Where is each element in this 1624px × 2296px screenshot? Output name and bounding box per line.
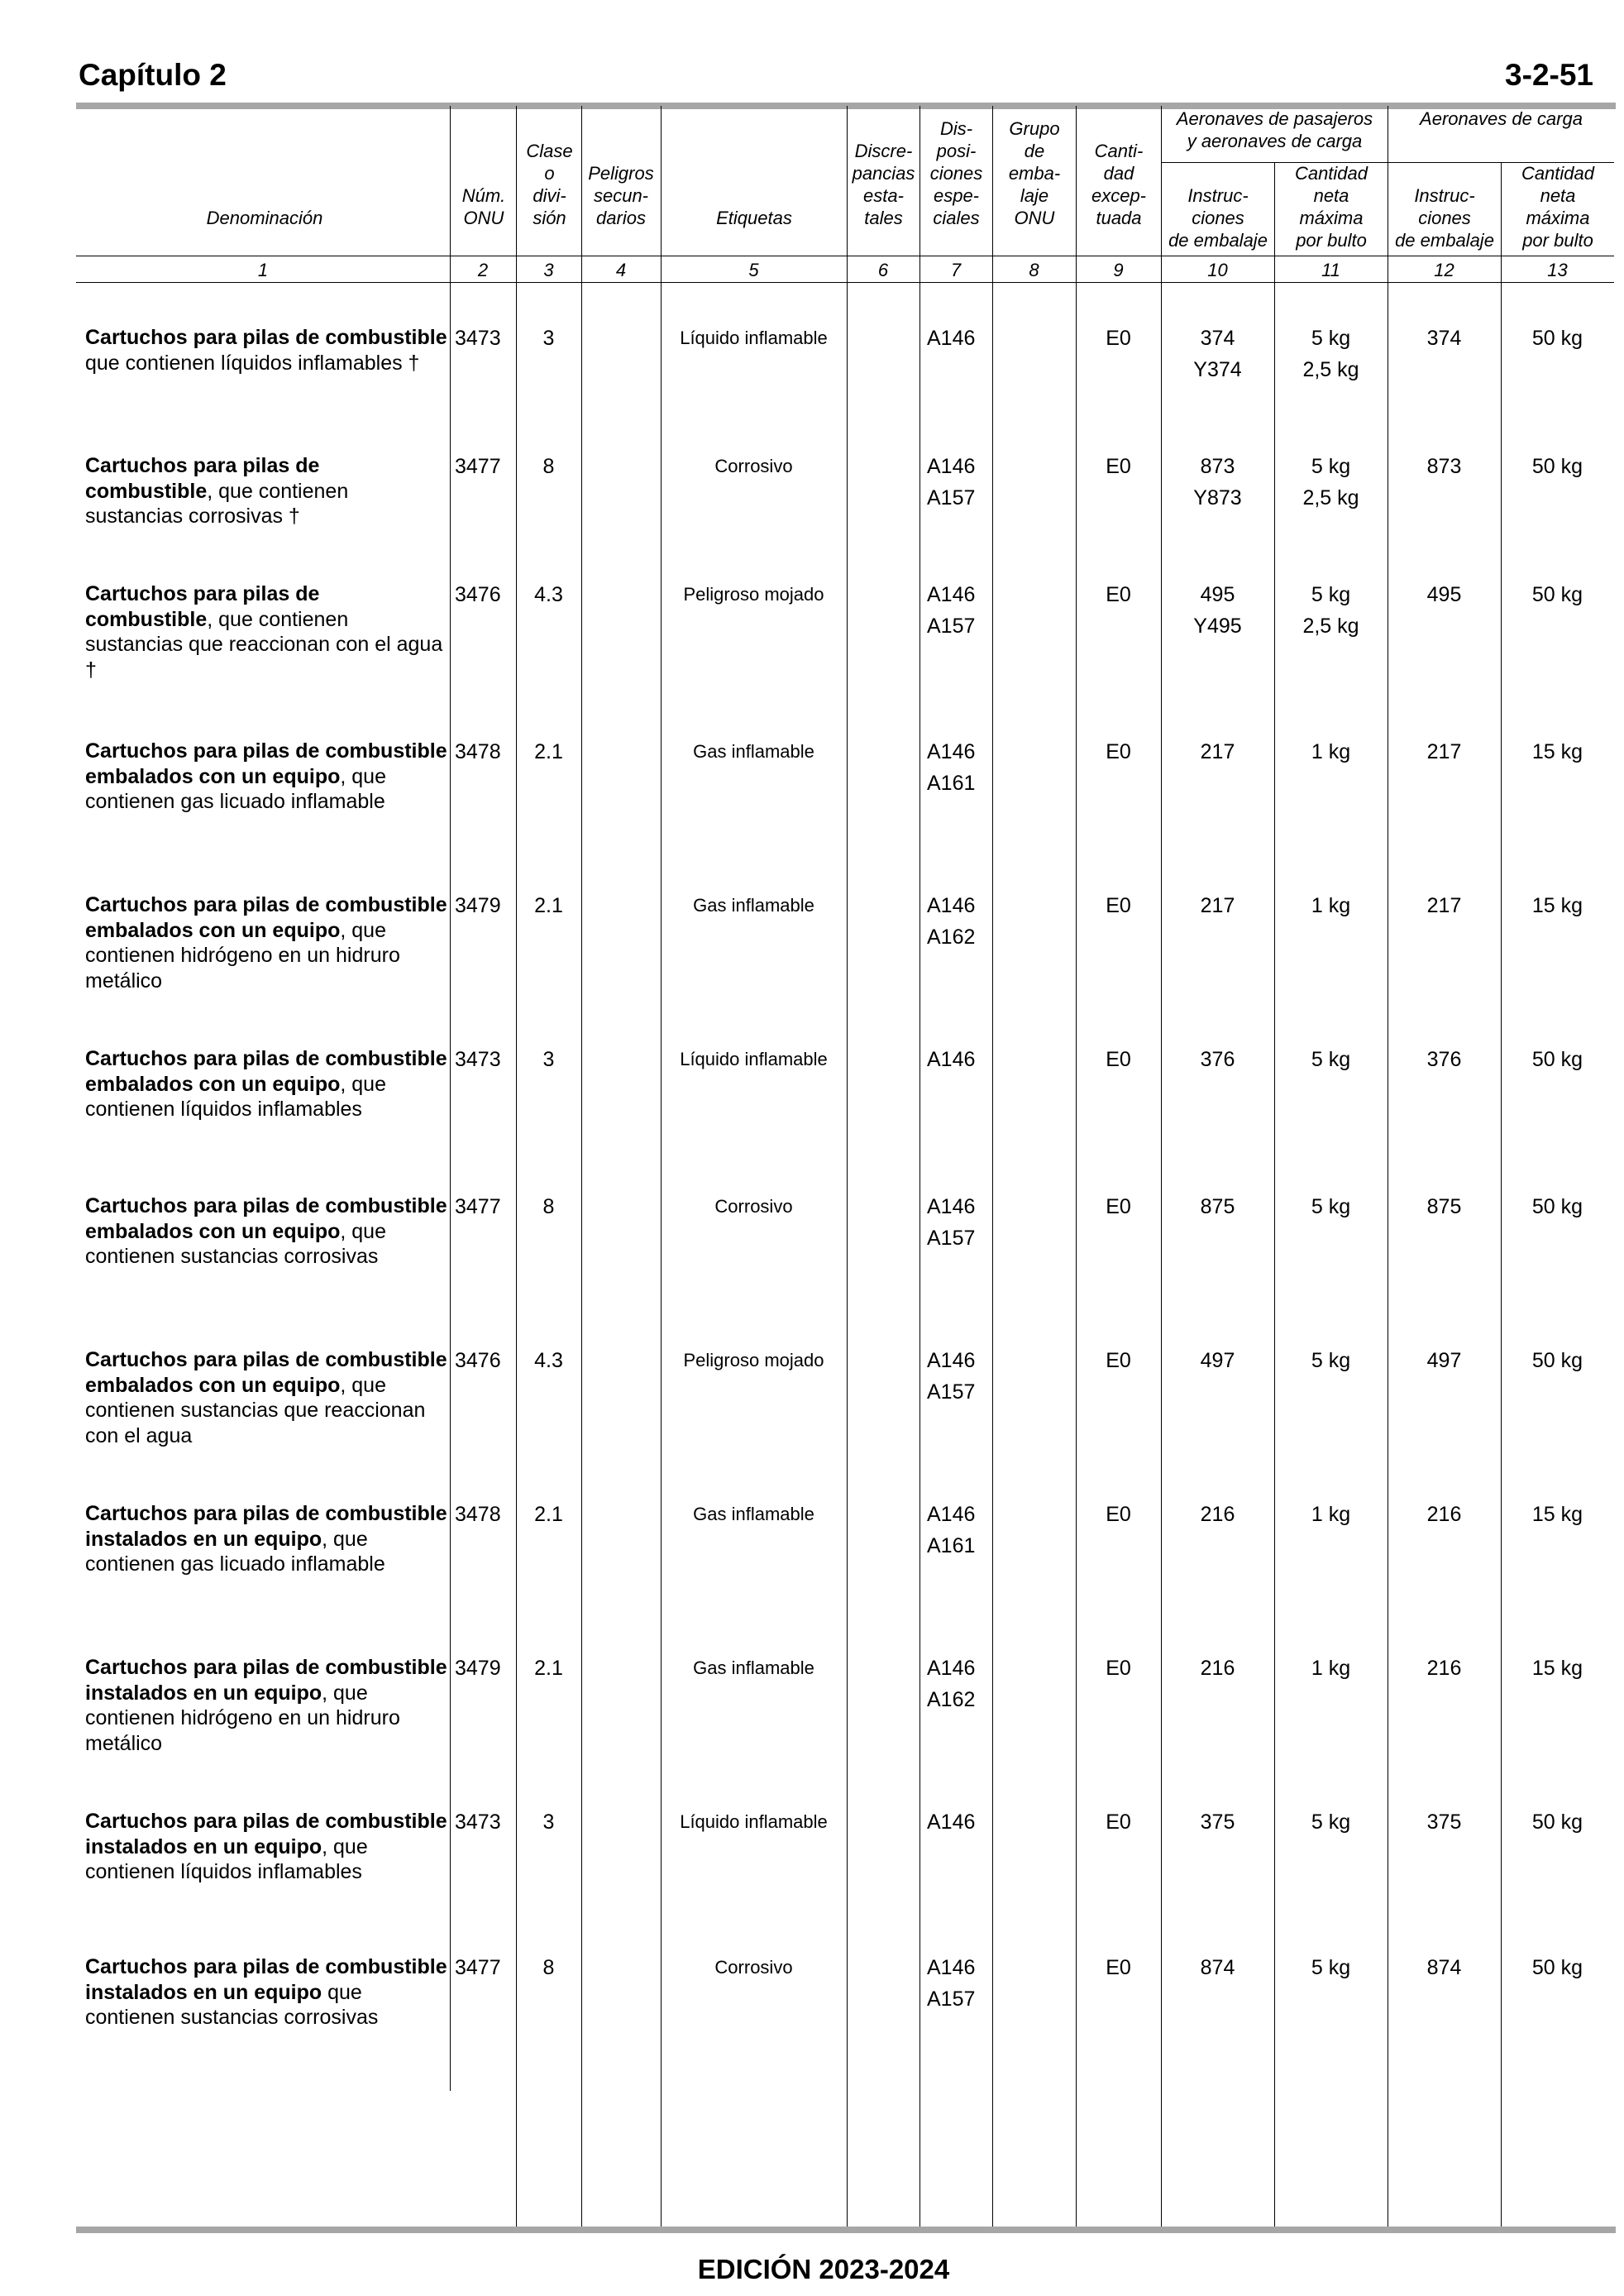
entry-name <box>85 1347 449 1448</box>
col-divider <box>1076 106 1077 2227</box>
class-division: 3 <box>542 1048 555 1071</box>
entry-name-bold: Cartuchos para pilas de combustible <box>85 582 320 631</box>
max-quantity-pax: 5 kg <box>1311 583 1351 606</box>
packing-instruction-cargo: 874 <box>1426 1956 1462 1979</box>
excepted-quantity: E0 <box>1106 583 1131 606</box>
edition-footer: EDICIÓN 2023-2024 <box>697 2254 950 2284</box>
entry-name <box>85 1954 449 2031</box>
un-number: 3479 <box>455 1657 501 1680</box>
class-division: 2.1 <box>534 740 563 763</box>
packing-instruction-pax: 495 <box>1200 583 1235 606</box>
special-provision: A146 <box>927 1503 976 1526</box>
col-divider <box>919 106 920 2227</box>
entry-name-bold: Cartuchos para pilas de combustible embalados con un equipo <box>85 893 447 942</box>
special-provision: A146 <box>927 1349 976 1372</box>
packing-instruction-pax: 376 <box>1200 1048 1235 1071</box>
label-name: Corrosivo <box>714 1196 793 1217</box>
special-provision: A146 <box>927 583 976 606</box>
special-provision: A146 <box>927 1657 976 1680</box>
packing-instruction-pax: 875 <box>1200 1195 1235 1218</box>
special-provision: A157 <box>927 1227 976 1250</box>
class-division: 2.1 <box>534 1503 563 1526</box>
special-provision: A162 <box>927 1688 976 1711</box>
header-instrucciones-cargo: Instruc- ciones de embalaje <box>1395 185 1494 251</box>
special-provision: A161 <box>927 1534 976 1557</box>
column-number: 13 <box>1547 260 1568 280</box>
label-name: Líquido inflamable <box>680 1811 828 1832</box>
packing-instruction-pax: Y495 <box>1193 615 1242 638</box>
label-name: Gas inflamable <box>693 1504 814 1524</box>
max-quantity-pax: 2,5 kg <box>1302 615 1359 638</box>
entry-name-rest: , que contienen hidrógeno en un hidruro metálico <box>85 1681 400 1755</box>
header-disposiciones: Dis- posi- ciones espe- ciales <box>929 118 983 228</box>
header-num-onu: Núm. ONU <box>461 185 506 228</box>
packing-instruction-pax: Y374 <box>1193 358 1242 381</box>
max-quantity-cargo: 15 kg <box>1531 1503 1583 1526</box>
un-number: 3477 <box>455 455 501 478</box>
class-division: 3 <box>542 327 555 350</box>
special-provision: A157 <box>927 1987 976 2011</box>
entry-name-rest: , que contienen líquidos inflamables <box>85 1834 368 1883</box>
packing-instruction-cargo: 374 <box>1426 327 1462 350</box>
un-number: 3473 <box>455 1048 501 1071</box>
column-number: 8 <box>1029 260 1039 280</box>
special-provision: A146 <box>927 327 976 350</box>
packing-instruction-cargo: 497 <box>1426 1349 1462 1372</box>
class-division: 3 <box>542 1810 555 1834</box>
packing-instruction-pax: 217 <box>1200 740 1235 763</box>
packing-instruction-pax: 873 <box>1200 455 1235 478</box>
entry-name-bold: Cartuchos para pilas de combustible embalados con un equipo <box>85 739 447 788</box>
max-quantity-pax: 1 kg <box>1311 894 1351 917</box>
column-number: 6 <box>877 260 889 280</box>
special-provision: A146 <box>927 894 976 917</box>
excepted-quantity: E0 <box>1106 1349 1131 1372</box>
un-number: 3477 <box>455 1956 501 1979</box>
entry-name-rest: , que contienen sustancias corrosivas † <box>85 479 349 528</box>
max-quantity-cargo: 50 kg <box>1531 1810 1583 1834</box>
entry-name-bold: Cartuchos para pilas de combustible instalados en un equipo <box>85 1955 447 2004</box>
header-etiquetas: Etiquetas <box>716 208 792 228</box>
column-number: 3 <box>543 260 554 280</box>
header-cantidad-cargo: Cantidad neta máxima por bulto <box>1521 163 1595 251</box>
entry-name-bold: Cartuchos para pilas de combustible embalados con un equipo <box>85 1194 447 1243</box>
entry-name-rest: , que contienen hidrógeno en un hidruro metálico <box>85 918 400 993</box>
special-provision: A146 <box>927 740 976 763</box>
header-denominacion: Denominación <box>206 208 323 228</box>
entry-name <box>85 1501 449 1577</box>
entry-name <box>85 453 449 529</box>
column-number: 4 <box>615 260 627 280</box>
col-divider <box>1161 106 1162 2227</box>
max-quantity-cargo: 50 kg <box>1531 1195 1583 1218</box>
max-quantity-pax: 1 kg <box>1311 1503 1351 1526</box>
entry-name-rest: , que contienen sustancias que reaccionan con el agua † <box>85 607 443 682</box>
entry-name-bold: Cartuchos para pilas de combustible <box>85 326 447 349</box>
header-group-pasajeros: Aeronaves de pasajeros y aeronaves de carga <box>1176 108 1373 151</box>
header-peligros: Peligros secun- darios <box>588 163 654 228</box>
column-number: 12 <box>1434 260 1454 280</box>
special-provision: A146 <box>927 1810 976 1834</box>
label-name: Gas inflamable <box>693 1657 814 1678</box>
excepted-quantity: E0 <box>1106 1657 1131 1680</box>
special-provision: A161 <box>927 772 976 795</box>
entry-name-bold: Cartuchos para pilas de combustible instalados en un equipo <box>85 1810 447 1858</box>
label-name: Gas inflamable <box>693 741 814 762</box>
entry-name <box>85 1193 449 1270</box>
entry-name <box>85 581 449 682</box>
column-number: 7 <box>950 260 962 280</box>
packing-instruction-pax: 874 <box>1200 1956 1235 1979</box>
excepted-quantity: E0 <box>1106 894 1131 917</box>
max-quantity-cargo: 50 kg <box>1531 583 1583 606</box>
page-number: 3-2-51 <box>1505 58 1593 92</box>
max-quantity-pax: 1 kg <box>1311 740 1351 763</box>
entry-name <box>85 1046 449 1122</box>
max-quantity-pax: 5 kg <box>1311 455 1351 478</box>
un-number: 3476 <box>455 583 501 606</box>
label-name: Peligroso mojado <box>683 1350 824 1370</box>
packing-instruction-cargo: 216 <box>1426 1503 1462 1526</box>
entry-name-rest: que contienen sustancias corrosivas <box>85 1980 379 2029</box>
entry-name <box>85 739 449 815</box>
max-quantity-pax: 5 kg <box>1311 1048 1351 1071</box>
packing-instruction-pax: 497 <box>1200 1349 1235 1372</box>
column-number: 11 <box>1321 260 1340 280</box>
max-quantity-cargo: 15 kg <box>1531 894 1583 917</box>
col-divider <box>992 106 993 2227</box>
max-quantity-cargo: 15 kg <box>1531 1657 1583 1680</box>
packing-instruction-cargo: 217 <box>1426 740 1462 763</box>
packing-instruction-pax: 374 <box>1200 327 1235 350</box>
packing-instruction-cargo: 873 <box>1426 455 1462 478</box>
max-quantity-pax: 1 kg <box>1311 1657 1351 1680</box>
bottom-rule <box>76 2227 1616 2233</box>
packing-instruction-cargo: 375 <box>1426 1810 1462 1834</box>
header-cantidad-pax: Cantidad neta máxima por bulto <box>1294 163 1368 251</box>
max-quantity-pax: 2,5 kg <box>1302 486 1359 509</box>
label-name: Líquido inflamable <box>680 328 828 348</box>
column-number: 2 <box>477 260 489 280</box>
header-grupo: Grupo de emba- laje ONU <box>1008 118 1061 228</box>
max-quantity-pax: 5 kg <box>1311 1349 1351 1372</box>
entry-name <box>85 325 449 375</box>
excepted-quantity: E0 <box>1106 327 1131 350</box>
max-quantity-pax: 5 kg <box>1311 1195 1351 1218</box>
entry-name-rest: , que contienen gas licuado inflamable <box>85 764 386 813</box>
max-quantity-pax: 5 kg <box>1311 1956 1351 1979</box>
un-number: 3476 <box>455 1349 501 1372</box>
column-number: 5 <box>748 260 759 280</box>
entry-name-bold: Cartuchos para pilas de combustible instalados en un equipo <box>85 1502 447 1551</box>
packing-instruction-pax: 216 <box>1200 1503 1235 1526</box>
class-division: 2.1 <box>534 894 563 917</box>
excepted-quantity: E0 <box>1106 1195 1131 1218</box>
entry-name-rest: , que contienen gas licuado inflamable <box>85 1527 385 1576</box>
entry-name-bold: Cartuchos para pilas de combustible <box>85 454 320 503</box>
label-name: Peligroso mojado <box>683 584 824 605</box>
label-name: Gas inflamable <box>693 895 814 916</box>
class-division: 8 <box>542 1956 555 1979</box>
class-division: 8 <box>542 455 555 478</box>
packing-instruction-pax: 217 <box>1200 894 1235 917</box>
class-division: 8 <box>542 1195 555 1218</box>
packing-instruction-pax: Y873 <box>1193 486 1242 509</box>
max-quantity-cargo: 15 kg <box>1531 740 1583 763</box>
un-number: 3477 <box>455 1195 501 1218</box>
header-clase: Clase o divi- sión <box>526 141 573 228</box>
entry-name <box>85 1655 449 1756</box>
special-provision: A157 <box>927 615 976 638</box>
excepted-quantity: E0 <box>1106 740 1131 763</box>
header-group-carga: Aeronaves de carga <box>1420 108 1583 129</box>
entry-name-rest: , que contienen líquidos inflamables <box>85 1072 386 1121</box>
entry-name-bold: Cartuchos para pilas de combustible embalados con un equipo <box>85 1047 447 1096</box>
special-provision: A146 <box>927 455 976 478</box>
special-provision: A146 <box>927 1048 976 1071</box>
excepted-quantity: E0 <box>1106 1956 1131 1979</box>
header-discrepancias: Discre- pancias esta- tales <box>852 141 915 228</box>
class-division: 4.3 <box>534 1349 563 1372</box>
header-instrucciones-pax: Instruc- ciones de embalaje <box>1168 185 1268 251</box>
class-division: 2.1 <box>534 1657 563 1680</box>
un-number: 3473 <box>455 327 501 350</box>
max-quantity-pax: 5 kg <box>1311 1810 1351 1834</box>
col-divider <box>847 106 848 2227</box>
entry-name-rest: , que contienen sustancias corrosivas <box>85 1219 386 1268</box>
max-quantity-pax: 5 kg <box>1311 327 1351 350</box>
special-provision: A157 <box>927 486 976 509</box>
max-quantity-cargo: 50 kg <box>1531 327 1583 350</box>
col-divider <box>516 106 517 2227</box>
excepted-quantity: E0 <box>1106 1810 1131 1834</box>
un-number: 3473 <box>455 1810 501 1834</box>
class-division: 4.3 <box>534 583 563 606</box>
label-name: Corrosivo <box>714 1957 793 1978</box>
excepted-quantity: E0 <box>1106 455 1131 478</box>
max-quantity-pax: 2,5 kg <box>1302 358 1359 381</box>
excepted-quantity: E0 <box>1106 1048 1131 1071</box>
label-name: Corrosivo <box>714 456 793 476</box>
packing-instruction-pax: 216 <box>1200 1657 1235 1680</box>
entry-name-bold: Cartuchos para pilas de combustible instalados en un equipo <box>85 1656 447 1705</box>
packing-instruction-cargo: 376 <box>1426 1048 1462 1071</box>
label-name: Líquido inflamable <box>680 1049 828 1069</box>
column-number: 10 <box>1207 260 1228 280</box>
entry-name <box>85 1809 449 1885</box>
packing-instruction-pax: 375 <box>1200 1810 1235 1834</box>
packing-instruction-cargo: 216 <box>1426 1657 1462 1680</box>
max-quantity-cargo: 50 kg <box>1531 455 1583 478</box>
entry-name <box>85 892 449 993</box>
special-provision: A146 <box>927 1956 976 1979</box>
un-number: 3478 <box>455 1503 501 1526</box>
special-provision: A157 <box>927 1380 976 1404</box>
entry-name-rest: que contienen líquidos inflamables † <box>85 351 420 375</box>
excepted-quantity: E0 <box>1106 1503 1131 1526</box>
header-divider <box>76 282 1614 283</box>
entry-name-bold: Cartuchos para pilas de combustible embalados con un equipo <box>85 1348 447 1397</box>
column-number: 9 <box>1113 260 1124 280</box>
col-divider <box>661 106 662 2227</box>
max-quantity-cargo: 50 kg <box>1531 1956 1583 1979</box>
column-number: 1 <box>257 260 269 280</box>
un-number: 3478 <box>455 740 501 763</box>
special-provision: A162 <box>927 926 976 949</box>
un-number: 3479 <box>455 894 501 917</box>
packing-instruction-cargo: 495 <box>1426 583 1462 606</box>
col-divider <box>581 106 582 2227</box>
packing-instruction-cargo: 875 <box>1426 1195 1462 1218</box>
max-quantity-cargo: 50 kg <box>1531 1349 1583 1372</box>
entry-name-rest: , que contienen sustancias que reaccionan con el agua <box>85 1373 426 1447</box>
special-provision: A146 <box>927 1195 976 1218</box>
max-quantity-cargo: 50 kg <box>1531 1048 1583 1071</box>
chapter-title: Capítulo 2 <box>79 58 227 92</box>
header-cantidad-exceptuada: Canti- dad excep- tuada <box>1091 141 1147 228</box>
packing-instruction-cargo: 217 <box>1426 894 1462 917</box>
col-divider <box>450 106 451 2091</box>
